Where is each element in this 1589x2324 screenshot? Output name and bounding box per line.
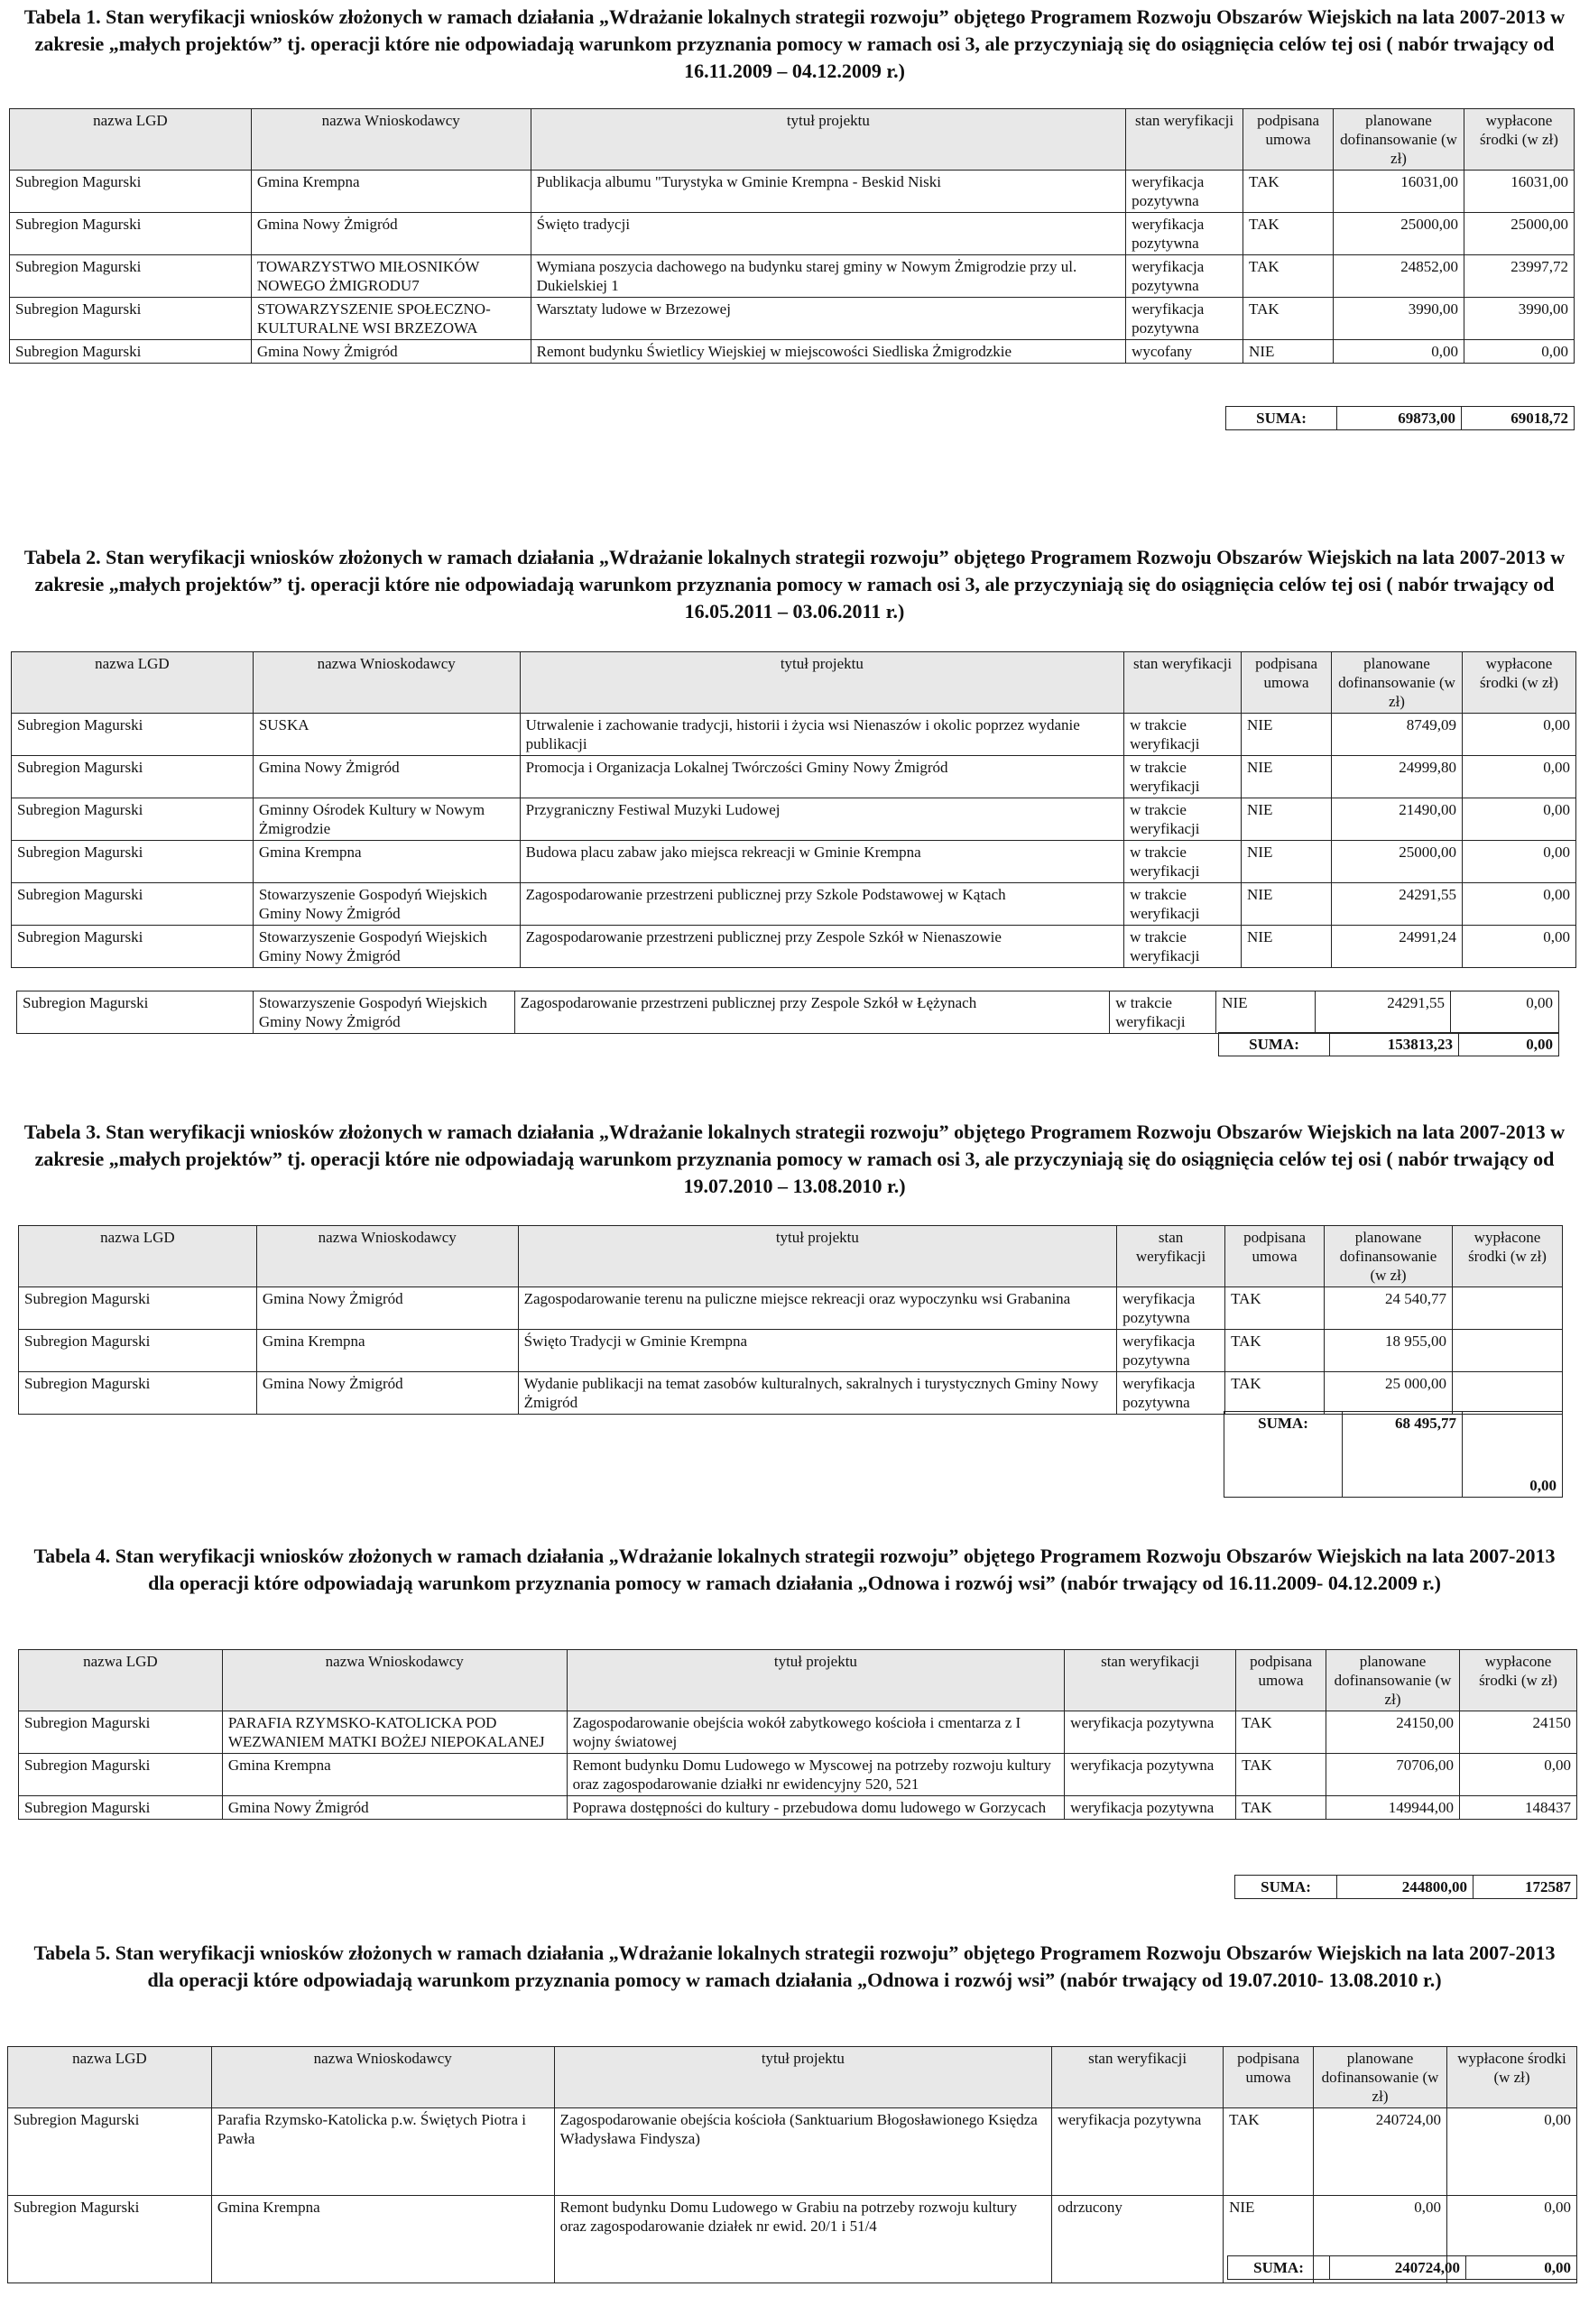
col-header-contract: podpisana umowa [1236, 1650, 1326, 1711]
cell-contract: TAK [1225, 1372, 1325, 1415]
cell-planned: 25 000,00 [1325, 1372, 1453, 1415]
table1-lead: Tabela 1. [23, 5, 101, 28]
cell-planned: 24852,00 [1334, 255, 1464, 298]
cell-lgd: Subregion Magurski [19, 1796, 223, 1820]
cell-contract: NIE [1224, 2196, 1314, 2283]
table2-header-row [12, 652, 1576, 714]
cell-status: weryfikacja pozytywna [1052, 2108, 1224, 2196]
cell-lgd: Subregion Magurski [8, 2196, 212, 2283]
table4 [18, 1649, 1577, 1820]
cell-paid: 0,00 [1462, 798, 1575, 841]
table1 [9, 108, 1575, 364]
cell-planned: 240724,00 [1314, 2108, 1447, 2196]
cell-contract: NIE [1216, 991, 1316, 1034]
cell-title: Utrwalenie i zachowanie tradycji, historii i życia wsi Nienaszów i okolic poprzez wydanie publikacji [520, 714, 1123, 756]
table1-row [10, 340, 1575, 364]
col-header-applicant: nazwa Wnioskodawcy [211, 2047, 554, 2108]
cell-paid [1453, 1372, 1563, 1415]
col-header-status: stan weryfikacji [1124, 652, 1242, 714]
cell-paid: 0,00 [1447, 2196, 1577, 2283]
cell-applicant: Gmina Nowy Żmigród [256, 1372, 518, 1415]
cell-paid: 0,00 [1464, 340, 1574, 364]
cell-paid: 0,00 [1462, 926, 1575, 968]
cell-planned: 25000,00 [1332, 841, 1463, 883]
cell-paid: 24150 [1460, 1711, 1577, 1754]
cell-title: Zagospodarowanie przestrzeni publicznej przy Zespole Szkół w Łężynach [514, 991, 1110, 1034]
cell-contract: NIE [1242, 841, 1332, 883]
table4-sum-paid: 172587 [1474, 1876, 1577, 1899]
cell-lgd: Subregion Magurski [12, 714, 254, 756]
cell-status: weryfikacja pozytywna [1126, 171, 1243, 213]
col-header-applicant: nazwa Wnioskodawcy [251, 109, 531, 171]
table2-row [12, 926, 1576, 968]
col-header-title: tytuł projektu [554, 2047, 1052, 2108]
cell-planned: 3990,00 [1334, 298, 1464, 340]
cell-title: Zagospodarowanie terenu na puliczne miejsce rekreacji oraz wypoczynku wsi Grabanina [518, 1287, 1116, 1330]
cell-applicant: Stowarzyszenie Gospodyń Wiejskich Gminy Nowy Żmigród [253, 991, 514, 1034]
col-header-title: tytuł projektu [567, 1650, 1065, 1711]
cell-lgd: Subregion Magurski [12, 883, 254, 926]
cell-planned: 24291,55 [1316, 991, 1451, 1034]
cell-planned: 24991,24 [1332, 926, 1463, 968]
cell-contract: NIE [1242, 798, 1332, 841]
table1-sum-row [1226, 407, 1575, 430]
table2-sum-paid: 0,00 [1459, 1033, 1559, 1056]
cell-paid: 0,00 [1451, 991, 1559, 1034]
cell-applicant: Gmina Nowy Żmigród [253, 756, 520, 798]
table3-row [19, 1330, 1563, 1372]
table4-sum-label: SUMA: [1235, 1876, 1337, 1899]
col-header-paid: wypłacone środki (w zł) [1464, 109, 1574, 171]
cell-status: w trakcie weryfikacji [1124, 714, 1242, 756]
cell-paid: 23997,72 [1464, 255, 1574, 298]
cell-contract: TAK [1243, 213, 1334, 255]
col-header-status: stan weryfikacji [1065, 1650, 1236, 1711]
table2-extra-row [17, 991, 1559, 1034]
cell-title: Zagospodarowanie przestrzeni publicznej przy Szkole Podstawowej w Kątach [520, 883, 1123, 926]
table1-row [10, 255, 1575, 298]
table5-sum-planned: 240724,00 [1330, 2256, 1466, 2280]
cell-paid: 16031,00 [1464, 171, 1574, 213]
cell-contract: NIE [1242, 926, 1332, 968]
cell-lgd: Subregion Magurski [19, 1330, 257, 1372]
table4-section [0, 1543, 1589, 1597]
table2-row [12, 798, 1576, 841]
cell-applicant: PARAFIA RZYMSKO-KATOLICKA POD WEZWANIEM MATKI BOŻEJ NIEPOKALANEJ [222, 1711, 567, 1754]
table1-sum [1225, 406, 1575, 430]
table2-row [12, 756, 1576, 798]
table2-caption [0, 544, 1589, 625]
col-header-planned: planowane dofinansowanie (w zł) [1314, 2047, 1447, 2108]
cell-contract: TAK [1243, 255, 1334, 298]
cell-status: w trakcie weryfikacji [1124, 756, 1242, 798]
cell-applicant: TOWARZYSTWO MIŁOSNIKÓW NOWEGO ŻMIGRODU7 [251, 255, 531, 298]
cell-paid: 0,00 [1460, 1754, 1577, 1796]
cell-contract: NIE [1242, 883, 1332, 926]
cell-paid: 0,00 [1462, 756, 1575, 798]
col-header-contract: podpisana umowa [1224, 2047, 1314, 2108]
cell-paid: 3990,00 [1464, 298, 1574, 340]
cell-planned: 24 540,77 [1325, 1287, 1453, 1330]
col-header-planned: planowane dofinansowanie (w zł) [1326, 1650, 1460, 1711]
cell-status: weryfikacja pozytywna [1065, 1796, 1236, 1820]
table3-sum-row [1224, 1412, 1563, 1498]
cell-contract: NIE [1242, 756, 1332, 798]
table5-header-row [8, 2047, 1577, 2108]
cell-lgd: Subregion Magurski [10, 213, 252, 255]
cell-applicant: Parafia Rzymsko-Katolicka p.w. Świętych Piotra i Pawła [211, 2108, 554, 2196]
table2-row [12, 841, 1576, 883]
col-header-title: tytuł projektu [518, 1226, 1116, 1287]
cell-planned: 149944,00 [1326, 1796, 1460, 1820]
col-header-planned: planowane dofinansowanie (w zł) [1332, 652, 1463, 714]
col-header-applicant: nazwa Wnioskodawcy [253, 652, 520, 714]
table5-row [8, 2108, 1577, 2196]
cell-status: weryfikacja pozytywna [1117, 1287, 1225, 1330]
cell-status: w trakcie weryfikacji [1124, 883, 1242, 926]
cell-applicant: SUSKA [253, 714, 520, 756]
cell-title: Warsztaty ludowe w Brzezowej [531, 298, 1125, 340]
table1-sum-label: SUMA: [1226, 407, 1337, 430]
table2-section [0, 544, 1589, 625]
col-header-planned: planowane dofinansowanie (w zł) [1334, 109, 1464, 171]
table4-row [19, 1796, 1577, 1820]
cell-paid: 0,00 [1462, 883, 1575, 926]
cell-applicant: Gmina Krempna [222, 1754, 567, 1796]
table2-lead: Tabela 2. [23, 546, 101, 568]
cell-lgd: Subregion Magurski [19, 1711, 223, 1754]
table5 [7, 2046, 1577, 2283]
table3 [18, 1225, 1563, 1415]
cell-contract: TAK [1225, 1330, 1325, 1372]
cell-planned: 21490,00 [1332, 798, 1463, 841]
cell-status: weryfikacja pozytywna [1126, 255, 1243, 298]
table1-sum-planned: 69873,00 [1337, 407, 1462, 430]
cell-lgd: Subregion Magurski [19, 1287, 257, 1330]
cell-title: Budowa placu zabaw jako miejsca rekreacji w Gminie Krempna [520, 841, 1123, 883]
cell-status: weryfikacja pozytywna [1126, 298, 1243, 340]
cell-status: weryfikacja pozytywna [1126, 213, 1243, 255]
table2-sum-label: SUMA: [1219, 1033, 1330, 1056]
cell-lgd: Subregion Magurski [12, 756, 254, 798]
cell-contract: TAK [1236, 1711, 1326, 1754]
table5-sum [1227, 2255, 1577, 2280]
table3-title: Stan weryfikacji wniosków złożonych w ramach działania „Wdrażanie lokalnych strategii rozwoju” objętego Programem Rozwoju Obszarów Wiejskich na lata 2007-2013 w zakresie „małych projektów” tj. operacji które nie odpowiadają warunkom przyznania pomocy w ramach osi 3, ale przyczyniają się do osiągnięcia celów tej osi ( nabór trwający od 19.07.2010 – 13.08.2010 r.) [34, 1120, 1566, 1197]
table1-header-row [10, 109, 1575, 171]
table3-section [0, 1119, 1589, 1200]
cell-lgd: Subregion Magurski [17, 991, 254, 1034]
cell-title: Remont budynku Domu Ludowego w Grabiu na potrzeby rozwoju kultury oraz zagospodarowanie działek nr ewid. 20/1 i 51/4 [554, 2196, 1052, 2283]
cell-title: Wymiana poszycia dachowego na budynku starej gminy w Nowym Żmigrodzie przy ul. Dukielskiej 1 [531, 255, 1125, 298]
cell-paid: 0,00 [1462, 841, 1575, 883]
col-header-contract: podpisana umowa [1225, 1226, 1325, 1287]
cell-title: Remont budynku Domu Ludowego w Myscowej na potrzeby rozwoju kultury oraz zagospodarowanie działki nr ewidencyjny 520, 521 [567, 1754, 1065, 1796]
cell-applicant: Gmina Krempna [251, 171, 531, 213]
col-header-paid: wypłacone środki (w zł) [1453, 1226, 1563, 1287]
cell-contract: TAK [1236, 1754, 1326, 1796]
table1-row [10, 171, 1575, 213]
cell-applicant: Gmina Krempna [256, 1330, 518, 1372]
cell-paid: 25000,00 [1464, 213, 1574, 255]
col-header-contract: podpisana umowa [1243, 109, 1334, 171]
col-header-lgd: nazwa LGD [19, 1650, 223, 1711]
table4-header-row [19, 1650, 1577, 1711]
col-header-title: tytuł projektu [520, 652, 1123, 714]
cell-title: Remont budynku Świetlicy Wiejskiej w miejscowości Siedliska Żmigrodzkie [531, 340, 1125, 364]
cell-status: weryfikacja pozytywna [1065, 1711, 1236, 1754]
table5-lead: Tabela 5. [33, 1941, 111, 1964]
cell-planned: 0,00 [1334, 340, 1464, 364]
table4-sum-row [1235, 1876, 1577, 1899]
cell-lgd: Subregion Magurski [10, 340, 252, 364]
table2 [11, 651, 1576, 968]
cell-status: weryfikacja pozytywna [1117, 1372, 1225, 1415]
col-header-paid: wypłacone środki (w zł) [1460, 1650, 1577, 1711]
cell-applicant: Gmina Krempna [253, 841, 520, 883]
table4-lead: Tabela 4. [33, 1545, 111, 1567]
cell-planned: 0,00 [1314, 2196, 1447, 2283]
cell-lgd: Subregion Magurski [10, 171, 252, 213]
col-header-lgd: nazwa LGD [12, 652, 254, 714]
cell-status: w trakcie weryfikacji [1124, 798, 1242, 841]
cell-applicant: Gmina Krempna [211, 2196, 554, 2283]
table2-row [12, 714, 1576, 756]
table3-caption [0, 1119, 1589, 1200]
cell-paid: 0,00 [1462, 714, 1575, 756]
cell-contract: TAK [1236, 1796, 1326, 1820]
col-header-contract: podpisana umowa [1242, 652, 1332, 714]
table4-title: Stan weryfikacji wniosków złożonych w ramach działania „Wdrażanie lokalnych strategii rozwoju” objętego Programem Rozwoju Obszarów Wiejskich na lata 2007-2013 dla operacji które odpowiadają warunkom przyznania pomocy w ramach działania „Odnowa i rozwój wsi” (nabór trwający od 16.11.2009- 04.12.2009 r.) [115, 1545, 1556, 1594]
cell-lgd: Subregion Magurski [19, 1754, 223, 1796]
cell-lgd: Subregion Magurski [10, 255, 252, 298]
table1-section [0, 4, 1589, 85]
cell-applicant: STOWARZYSZENIE SPOŁECZNO-KULTURALNE WSI BRZEZOWA [251, 298, 531, 340]
col-header-paid: wypłacone środki (w zł) [1447, 2047, 1577, 2108]
cell-contract: TAK [1243, 171, 1334, 213]
cell-paid [1453, 1330, 1563, 1372]
col-header-status: stan weryfikacji [1126, 109, 1243, 171]
cell-title: Święto tradycji [531, 213, 1125, 255]
table2-sum-planned: 153813,23 [1330, 1033, 1459, 1056]
cell-title: Poprawa dostępności do kultury - przebudowa domu ludowego w Gorzycach [567, 1796, 1065, 1820]
table4-caption [0, 1543, 1589, 1597]
table3-lead: Tabela 3. [23, 1120, 101, 1143]
table2-sum-row [1219, 1033, 1559, 1056]
col-header-planned: planowane dofinansowanie (w zł) [1325, 1226, 1453, 1287]
cell-lgd: Subregion Magurski [12, 798, 254, 841]
cell-title: Zagospodarowanie obejścia wokół zabytkowego kościoła i cmentarza z I wojny światowej [567, 1711, 1065, 1754]
cell-paid: 148437 [1460, 1796, 1577, 1820]
cell-lgd: Subregion Magurski [8, 2108, 212, 2196]
table2-title: Stan weryfikacji wniosków złożonych w ramach działania „Wdrażanie lokalnych strategii rozwoju” objętego Programem Rozwoju Obszarów Wiejskich na lata 2007-2013 w zakresie „małych projektów” tj. operacji które nie odpowiadają warunkom przyznania pomocy w ramach osi 3, ale przyczyniają się do osiągnięcia celów tej osi ( nabór trwający od 16.05.2011 – 03.06.2011 r.) [34, 546, 1566, 622]
col-header-lgd: nazwa LGD [19, 1226, 257, 1287]
table2-extra [16, 991, 1559, 1034]
table3-row [19, 1287, 1563, 1330]
cell-title: Zagospodarowanie przestrzeni publicznej przy Zespole Szkół w Nienaszowie [520, 926, 1123, 968]
cell-paid [1453, 1287, 1563, 1330]
cell-paid: 0,00 [1447, 2108, 1577, 2196]
cell-lgd: Subregion Magurski [19, 1372, 257, 1415]
table3-sum-label: SUMA: [1224, 1412, 1343, 1498]
cell-lgd: Subregion Magurski [10, 298, 252, 340]
table4-row [19, 1754, 1577, 1796]
col-header-applicant: nazwa Wnioskodawcy [222, 1650, 567, 1711]
cell-applicant: Gmina Nowy Żmigród [251, 340, 531, 364]
cell-applicant: Gmina Nowy Żmigród [222, 1796, 567, 1820]
cell-lgd: Subregion Magurski [12, 926, 254, 968]
cell-applicant: Stowarzyszenie Gospodyń Wiejskich Gminy Nowy Żmigród [253, 926, 520, 968]
cell-status: odrzucony [1052, 2196, 1224, 2283]
cell-contract: TAK [1225, 1287, 1325, 1330]
cell-contract: NIE [1243, 340, 1334, 364]
cell-status: wycofany [1126, 340, 1243, 364]
table5-title: Stan weryfikacji wniosków złożonych w ramach działania „Wdrażanie lokalnych strategii rozwoju” objętego Programem Rozwoju Obszarów Wiejskich na lata 2007-2013 dla operacji które odpowiadają warunkom przyznania pomocy w ramach działania „Odnowa i rozwój wsi” (nabór trwający od 19.07.2010- 13.08.2010 r.) [115, 1941, 1556, 1991]
table5-sum-row [1228, 2256, 1577, 2280]
cell-status: w trakcie weryfikacji [1110, 991, 1216, 1034]
col-header-paid: wypłacone środki (w zł) [1462, 652, 1575, 714]
table5-sum-paid: 0,00 [1466, 2256, 1577, 2280]
cell-lgd: Subregion Magurski [12, 841, 254, 883]
table3-row [19, 1372, 1563, 1415]
cell-contract: NIE [1242, 714, 1332, 756]
cell-planned: 24150,00 [1326, 1711, 1460, 1754]
cell-planned: 16031,00 [1334, 171, 1464, 213]
table4-row [19, 1711, 1577, 1754]
cell-planned: 24291,55 [1332, 883, 1463, 926]
table4-sum [1234, 1875, 1577, 1899]
table5-section [0, 1940, 1589, 1994]
col-header-status: stan weryfikacji [1117, 1226, 1225, 1287]
cell-status: w trakcie weryfikacji [1124, 926, 1242, 968]
cell-applicant: Gmina Nowy Żmigród [256, 1287, 518, 1330]
cell-applicant: Gmina Nowy Żmigród [251, 213, 531, 255]
table3-header-row [19, 1226, 1563, 1287]
table5-caption [0, 1940, 1589, 1994]
cell-planned: 25000,00 [1334, 213, 1464, 255]
table1-title: Stan weryfikacji wniosków złożonych w ramach działania „Wdrażanie lokalnych strategii rozwoju” objętego Programem Rozwoju Obszarów Wiejskich na lata 2007-2013 w zakresie „małych projektów” tj. operacji które nie odpowiadają warunkom przyznania pomocy w ramach osi 3, ale przyczyniają się do osiągnięcia celów tej osi ( nabór trwający od 16.11.2009 – 04.12.2009 r.) [34, 5, 1566, 82]
cell-planned: 24999,80 [1332, 756, 1463, 798]
col-header-status: stan weryfikacji [1052, 2047, 1224, 2108]
cell-applicant: Stowarzyszenie Gospodyń Wiejskich Gminy Nowy Żmigród [253, 883, 520, 926]
cell-status: weryfikacja pozytywna [1065, 1754, 1236, 1796]
col-header-lgd: nazwa LGD [8, 2047, 212, 2108]
cell-title: Publikacja albumu "Turystyka w Gminie Krempna - Beskid Niski [531, 171, 1125, 213]
cell-planned: 70706,00 [1326, 1754, 1460, 1796]
cell-title: Przygraniczny Festiwal Muzyki Ludowej [520, 798, 1123, 841]
table2-row [12, 883, 1576, 926]
cell-title: Promocja i Organizacja Lokalnej Twórczości Gminy Nowy Żmigród [520, 756, 1123, 798]
table1-sum-paid: 69018,72 [1462, 407, 1575, 430]
cell-contract: TAK [1243, 298, 1334, 340]
cell-title: Święto Tradycji w Gminie Krempna [518, 1330, 1116, 1372]
cell-applicant: Gminny Ośrodek Kultury w Nowym Żmigrodzie [253, 798, 520, 841]
cell-contract: TAK [1224, 2108, 1314, 2196]
cell-title: Zagospodarowanie obejścia kościoła (Sanktuarium Błogosławionego Księdza Władysława Findysza) [554, 2108, 1052, 2196]
cell-title: Wydanie publikacji na temat zasobów kulturalnych, sakralnych i turystycznych Gminy Nowy Żmigród [518, 1372, 1116, 1415]
table3-sum-planned: 68 495,77 [1343, 1412, 1463, 1498]
table3-sum-paid: 0,00 [1463, 1412, 1563, 1498]
table1-caption [0, 4, 1589, 85]
cell-planned: 18 955,00 [1325, 1330, 1453, 1372]
table1-row [10, 298, 1575, 340]
table3-sum [1224, 1411, 1563, 1498]
cell-status: w trakcie weryfikacji [1124, 841, 1242, 883]
col-header-title: tytuł projektu [531, 109, 1125, 171]
table4-sum-planned: 244800,00 [1337, 1876, 1474, 1899]
table2-sum [1218, 1032, 1559, 1056]
table5-sum-label: SUMA: [1228, 2256, 1330, 2280]
cell-planned: 8749,09 [1332, 714, 1463, 756]
col-header-lgd: nazwa LGD [10, 109, 252, 171]
cell-status: weryfikacja pozytywna [1117, 1330, 1225, 1372]
table1-row [10, 213, 1575, 255]
col-header-applicant: nazwa Wnioskodawcy [256, 1226, 518, 1287]
